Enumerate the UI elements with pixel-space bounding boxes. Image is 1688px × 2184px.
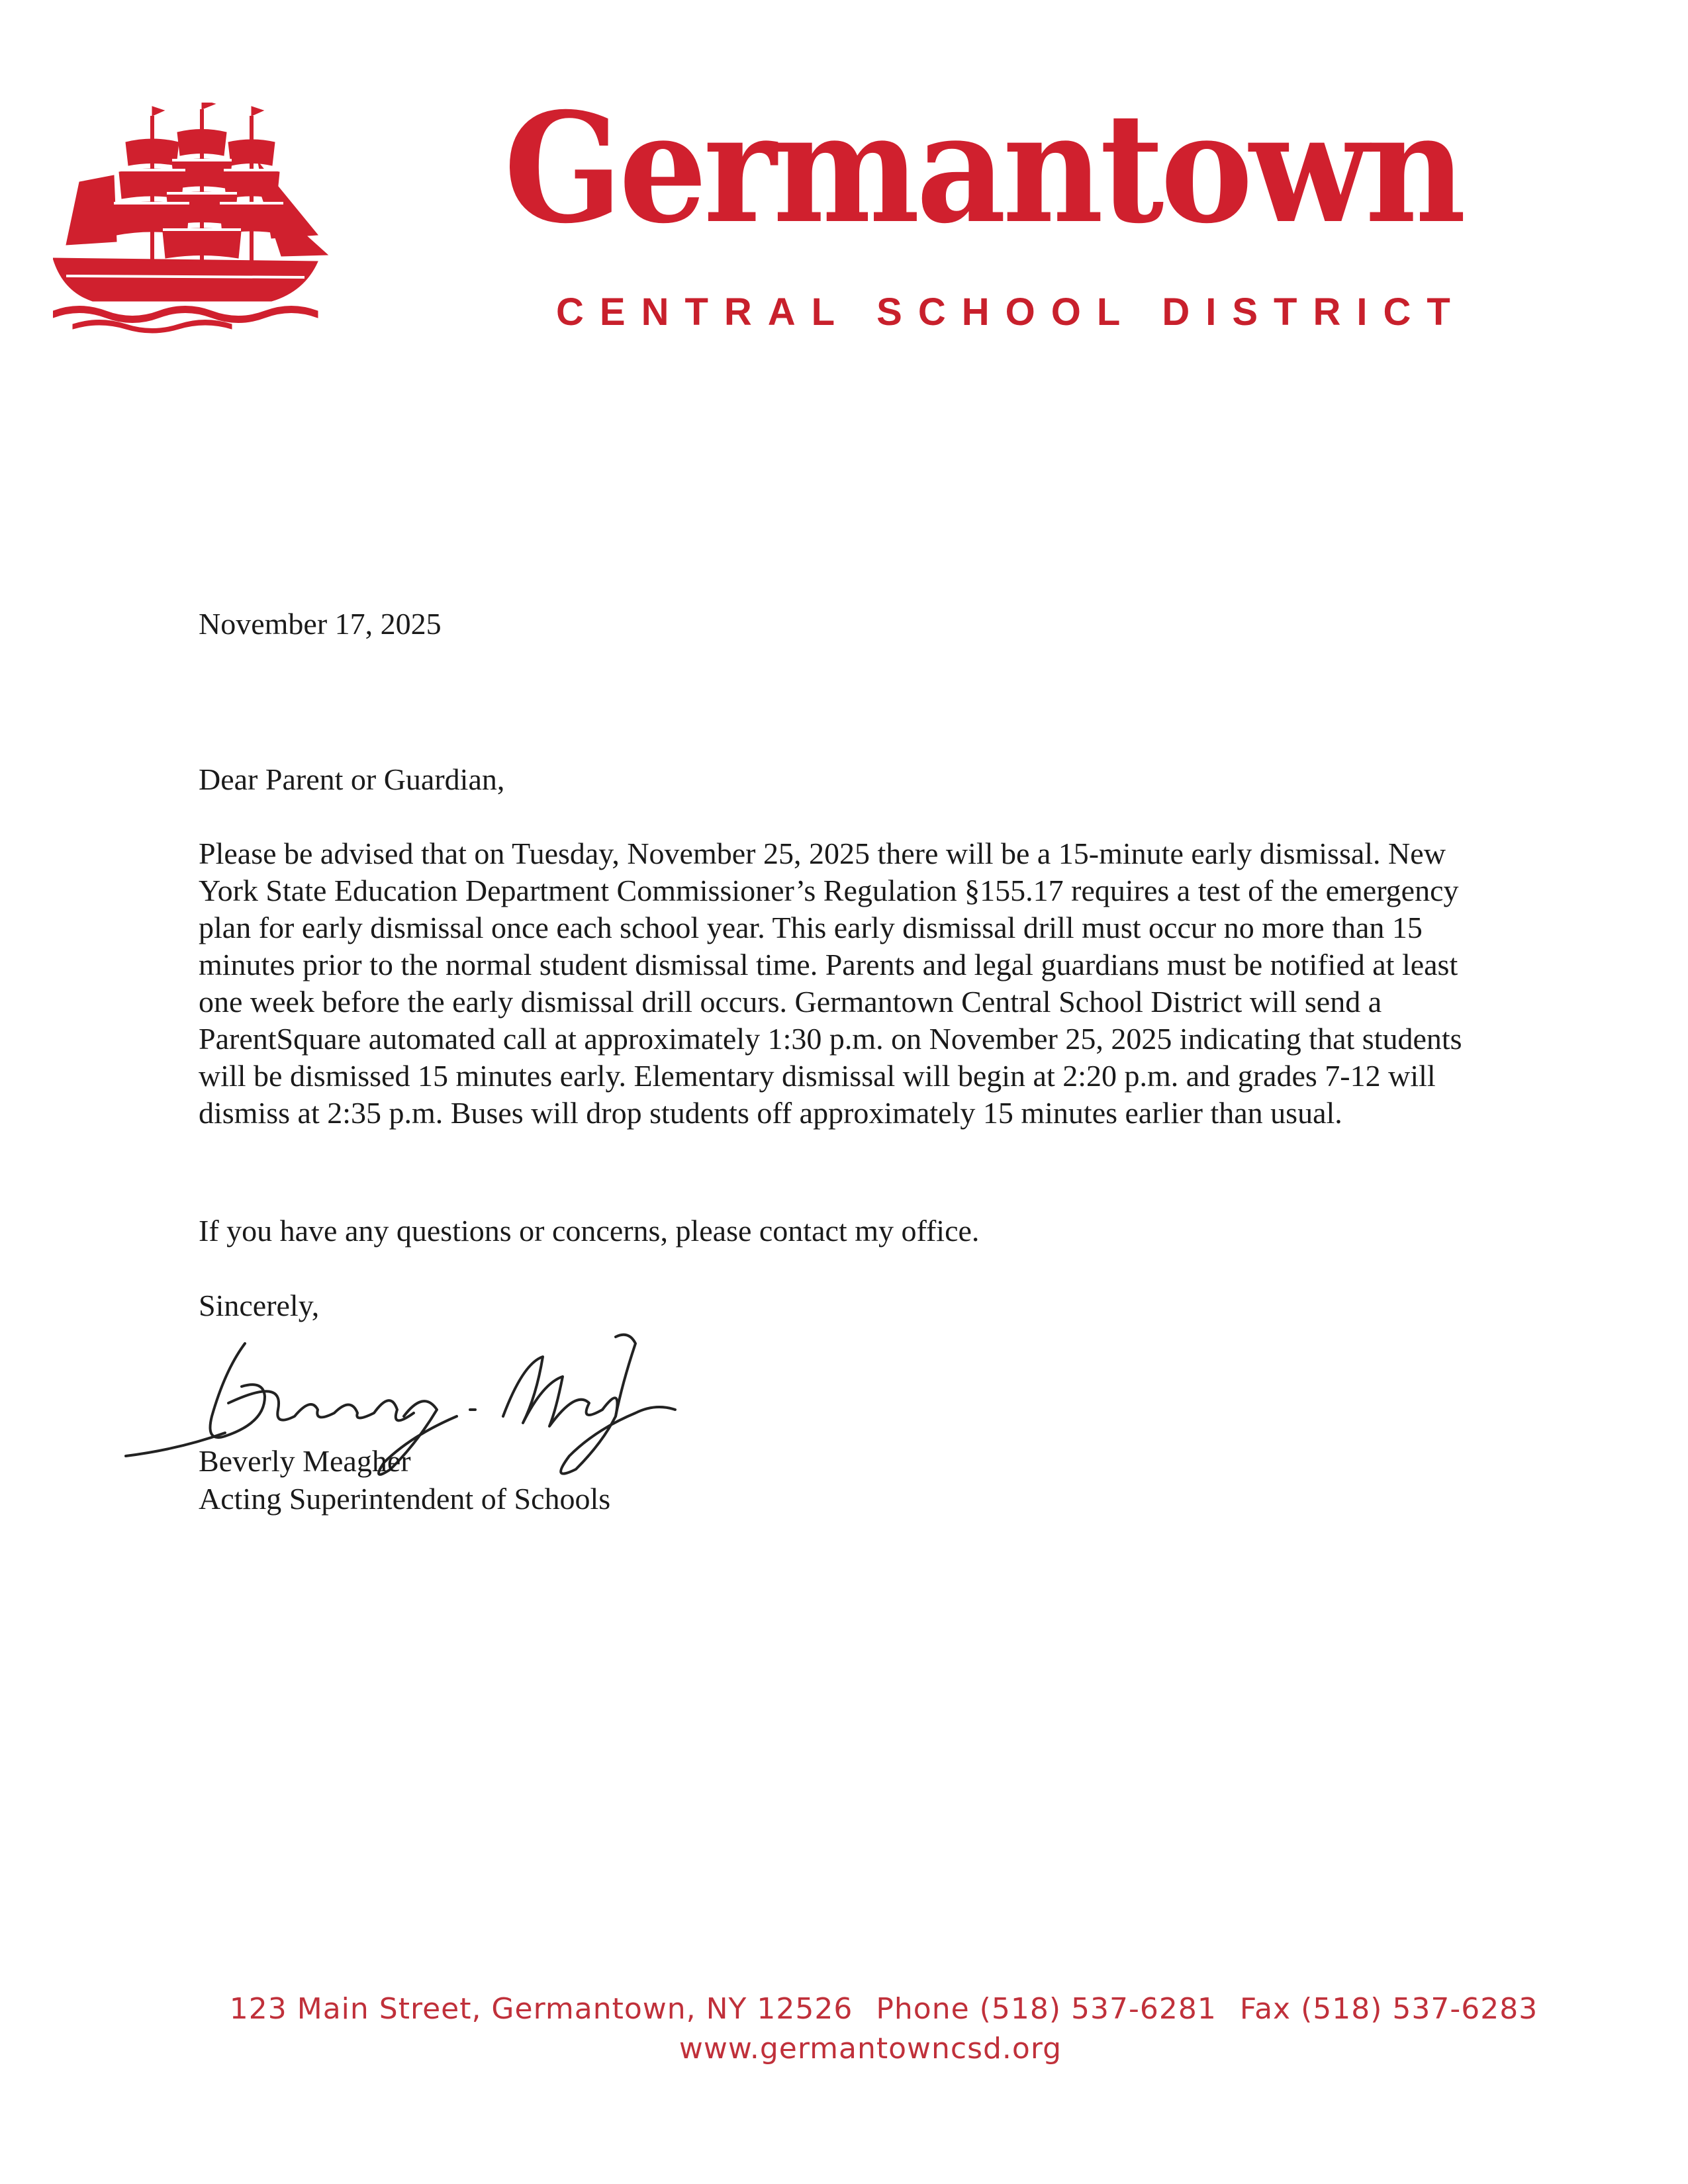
salutation: Dear Parent or Guardian,	[199, 762, 505, 796]
signer-name: Beverly Meagher	[199, 1444, 411, 1478]
sailing-ship-icon	[53, 103, 331, 334]
footer-address: 123 Main Street, Germantown, NY 12526	[229, 1992, 853, 2026]
footer-phone: Phone (518) 537-6281	[876, 1992, 1217, 2026]
closing-question: If you have any questions or concerns, please contact my office.	[199, 1214, 980, 1248]
footer-website[interactable]: www.germantowncsd.org	[679, 2032, 1062, 2066]
signoff: Sincerely,	[199, 1289, 320, 1322]
district-wordmark	[463, 79, 1476, 257]
district-name: Germantown	[504, 79, 1463, 257]
signer-title: Acting Superintendent of Schools	[199, 1482, 611, 1516]
footer-fax: Fax (518) 537-6283	[1239, 1992, 1538, 2026]
district-subtitle: CENTRAL SCHOOL DISTRICT	[556, 291, 1466, 334]
footer-contact	[40, 1992, 1688, 2026]
letter-body: Please be advised that on Tuesday, November 25, 2025 there will be a 15-minute early dismissal. New York State Education Department Commissioner’s Regulation §155.17 requires a test of the emergency plan for early dismissal once each school year. This early dismissal drill must occur no more than 15 minutes prior to the normal student dismissal time. Parents and legal guardians must be notified at least one week before the early dismissal drill occurs. Germantown Central School District will send a ParentSquare automated call at approximately 1:30 p.m. on November 25, 2025 indicating that students will be dismissed 15 minutes early. Elementary dismissal will begin at 2:20 p.m. and grades 7-12 will dismiss at 2:35 p.m. Buses will drop students off approximately 15 minutes earlier than usual.	[199, 837, 1462, 1130]
letter-date: November 17, 2025	[199, 607, 442, 641]
